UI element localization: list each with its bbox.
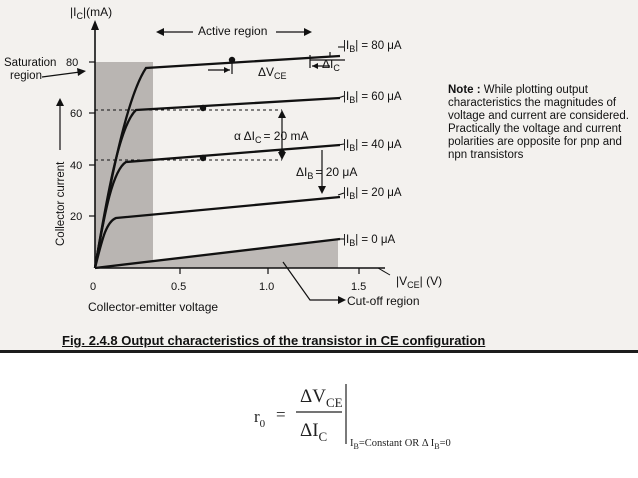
formula-equals: = bbox=[276, 405, 286, 424]
delta-ic-label: $\Delta I_C$ bbox=[322, 57, 340, 73]
cutoff-region-label: Cut-off region bbox=[347, 294, 420, 308]
dvce-arrowhead-1 bbox=[224, 67, 230, 73]
x-axis-title: Collector-emitter voltage bbox=[88, 300, 219, 314]
active-arrowhead-right bbox=[304, 28, 312, 36]
note-title: Note : bbox=[448, 84, 481, 96]
saturation-label-2: region bbox=[10, 70, 42, 82]
delta-vce-label: $\Delta V_{CE}$ bbox=[258, 65, 287, 81]
y-axis-label: $|I_C|(mA)$ bbox=[70, 5, 113, 21]
x-label-pointer bbox=[378, 268, 390, 275]
y-title-arrowhead bbox=[56, 98, 64, 106]
y-tick-label-60: 60 bbox=[70, 108, 83, 120]
y-tick-label-20: 20 bbox=[70, 211, 83, 223]
cutoff-arrowhead bbox=[338, 296, 346, 304]
y-tick-label-40: 40 bbox=[70, 160, 83, 172]
point-ib60 bbox=[200, 105, 206, 111]
curve-label-ib80: $|I_B| = 80$ μA bbox=[343, 40, 402, 54]
delta-ib-label: $\Delta I_B = 20$ μA bbox=[296, 165, 358, 181]
point-ib40-a bbox=[200, 155, 206, 161]
formula-numerator: $\Delta V_{CE}$ bbox=[300, 386, 343, 410]
saturation-arrowhead bbox=[77, 68, 86, 76]
y-axis-arrow bbox=[91, 20, 99, 30]
curve-label-ib20: $|I_B| = 20$ μA bbox=[343, 187, 402, 201]
saturation-arrow bbox=[42, 72, 80, 77]
x-tick-label-1.0: 1.0 bbox=[259, 281, 275, 293]
alpha-arrow-down bbox=[278, 152, 286, 160]
curve-label-ib60: $|I_B| = 60$ μA bbox=[343, 91, 402, 105]
active-region-label: Active region bbox=[198, 24, 268, 38]
formula-condition: $I_B=Constant$ OR Δ $I_B=0$ bbox=[350, 438, 451, 451]
figure-caption: Fig. 2.4.8 Output characteristics of the transistor in CE configuration bbox=[62, 333, 486, 348]
curve-label-ib0: $|I_B| = 0$ μA bbox=[343, 234, 396, 248]
figure-bottom-rule bbox=[0, 350, 638, 353]
dib-arrow-down bbox=[318, 186, 326, 194]
x-tick-label-0: 0 bbox=[90, 281, 97, 293]
y-tick-label-80: 80 bbox=[66, 57, 79, 69]
formula-denominator: $\Delta I_C$ bbox=[300, 420, 328, 444]
x-tick-label-0.5: 0.5 bbox=[171, 281, 187, 293]
curve-label-ib40: $|I_B| = 40$ μA bbox=[343, 139, 402, 153]
output-resistance-formula bbox=[246, 378, 486, 458]
formula-svg bbox=[246, 378, 486, 458]
dvce-arrowhead-2 bbox=[312, 63, 318, 69]
x-tick-label-1.5: 1.5 bbox=[351, 281, 367, 293]
alpha-arrow-up bbox=[278, 110, 286, 118]
note-text bbox=[448, 84, 634, 162]
x-axis-label: $|V_{CE}|$ (V) bbox=[396, 274, 443, 290]
note-body: While plotting output characteristics the magnitudes of voltage and current are considered. Practically the voltage and current polarities are opposite for pnp and npn transistors bbox=[448, 84, 629, 161]
alpha-dic-label: α $\Delta I_C = 20$ mA bbox=[234, 129, 309, 145]
formula-lhs: $r_0$ bbox=[254, 407, 266, 430]
saturation-label-1: Saturation bbox=[4, 57, 57, 69]
active-arrowhead-left bbox=[156, 28, 164, 36]
y-axis-title: Collector current bbox=[55, 161, 67, 246]
